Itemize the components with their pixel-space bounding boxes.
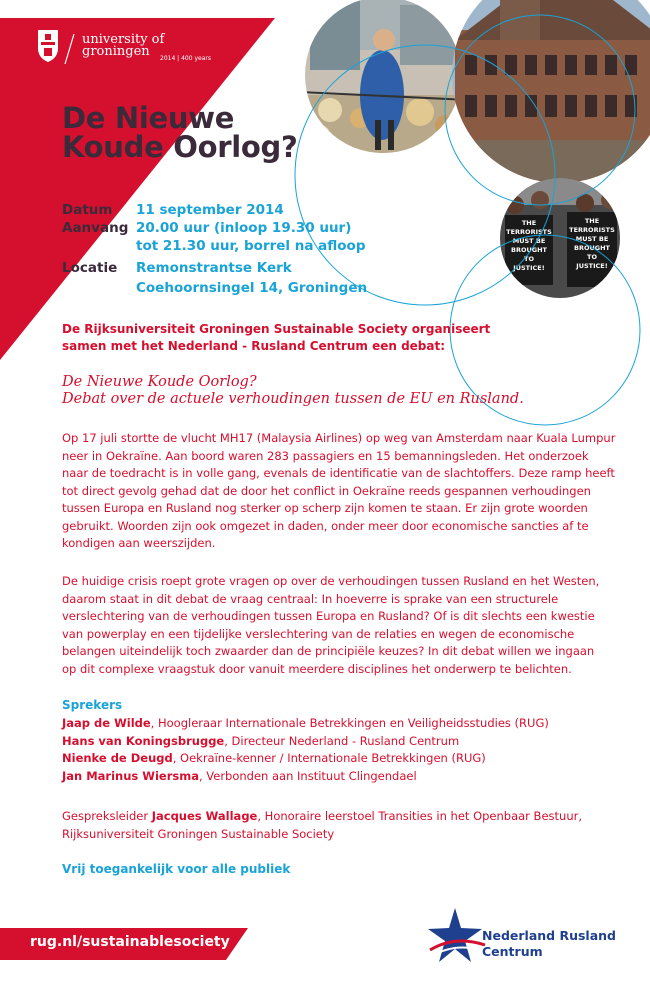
speaker-role: , Oekraïne-kenner / Internationale Betrekkingen (RUG) bbox=[172, 751, 486, 765]
photo-academy-building bbox=[440, 0, 650, 190]
locatie-value: Remonstrantse Kerk bbox=[136, 260, 292, 276]
paragraph-line: kondigen aan weerszijden. bbox=[62, 536, 216, 550]
debate-subtitle bbox=[62, 374, 524, 408]
aanvang-value-2: tot 21.30 uur, borrel na afloop bbox=[136, 238, 366, 254]
speakers-list bbox=[62, 715, 647, 785]
sign-right-line: BROUGHT bbox=[574, 244, 610, 252]
moderator-org: Rijksuniversiteit Groningen Sustainable Society bbox=[62, 826, 335, 841]
speaker-role: , Directeur Nederland - Rusland Centrum bbox=[224, 733, 460, 748]
moderator bbox=[62, 808, 647, 843]
speaker-item bbox=[62, 750, 647, 768]
locatie-value-2: Coehoornsingel 14, Groningen bbox=[136, 280, 368, 296]
speaker-item bbox=[62, 715, 647, 733]
moderator-role: , Honoraire leerstoel Transities in het Openbaar Bestuur, bbox=[257, 809, 582, 823]
sign-right-line: TO bbox=[587, 253, 597, 261]
info-aanvang-cont bbox=[62, 237, 366, 255]
intro-line: samen met het Nederland - Rusland Centrum een debat: bbox=[62, 339, 446, 353]
sign-left-line: TERRORISTS bbox=[506, 228, 552, 236]
paragraph-line: gebruikt. Woorden zijn ook omgezet in daden, onder meer door economische sancties af te bbox=[62, 518, 589, 533]
speaker-item bbox=[62, 733, 647, 751]
info-locatie-cont bbox=[62, 279, 367, 297]
paragraph-line: De huidige crisis roept grote vragen op over de verhoudingen tussen Rusland en het Westen, bbox=[62, 574, 600, 588]
title-line2: Koude Oorlog? bbox=[62, 130, 298, 164]
sign-left-line: TO bbox=[524, 255, 534, 263]
sign-right-line: THE bbox=[584, 217, 600, 225]
university-tagline: 2014 | 400 years bbox=[160, 55, 211, 62]
footer-url-link[interactable]: rug.nl/sustainablesociety bbox=[30, 934, 230, 950]
sign-left-line: THE bbox=[521, 219, 537, 227]
aanvang-label: Aanvang bbox=[62, 220, 129, 236]
sign-left-line: MUST BE bbox=[512, 237, 546, 245]
sign-right-line: TERRORISTS bbox=[569, 226, 615, 234]
subtitle-line: Debat over de actuele verhoudingen tussen de EU en Rusland. bbox=[62, 391, 524, 407]
university-logo[interactable] bbox=[82, 34, 164, 58]
page-title bbox=[62, 101, 298, 164]
intro-line: De Rijksuniversiteit Groningen Sustainable Society organiseert bbox=[62, 322, 491, 336]
speakers-heading: Sprekers bbox=[62, 698, 123, 712]
speaker-name: Jan Marinus Wiersma bbox=[62, 768, 199, 783]
speaker-item bbox=[62, 768, 647, 786]
title-line1: De Nieuwe bbox=[62, 101, 235, 135]
speaker-role: , Hoogleraar Internationale Betrekkingen en Veiligheidsstudies (RUG) bbox=[150, 716, 549, 730]
paragraph-line: daarom staat in dit debat de vraag centraal: In hoeverre is sprake van een structurele bbox=[62, 591, 559, 606]
paragraph-line: Op 17 juli stortte de vlucht MH17 (Malaysia Airlines) op weg van Amsterdam naar Kuala Lumpur bbox=[62, 431, 616, 445]
centrum-line2: Centrum bbox=[482, 944, 543, 959]
centrum-logo[interactable] bbox=[482, 928, 616, 960]
paragraph-line: op dit complexe vraagstuk door vanuit meerdere disciplines het onderwerp te belichten. bbox=[62, 661, 572, 676]
intro-text bbox=[62, 321, 490, 355]
photo-memorial bbox=[300, 0, 470, 165]
locatie-label: Locatie bbox=[62, 260, 118, 276]
centrum-line1: Nederland Rusland bbox=[482, 928, 616, 943]
paragraph-line: tot direct gevolg gehad dat de door het conflict in Oekraïne reeds gespannen verhoudingen bbox=[62, 483, 591, 498]
info-locatie bbox=[62, 259, 292, 277]
red-triangle bbox=[0, 18, 275, 360]
sign-left-line: JUSTICE! bbox=[513, 264, 545, 272]
paragraph-line: tussen Europa en Rusland nog sterker op scherp zijn komen te staan. Er zijn grote woorden bbox=[62, 501, 588, 515]
paragraph-2 bbox=[62, 573, 647, 678]
subtitle-line: De Nieuwe Koude Oorlog? bbox=[62, 374, 257, 390]
datum-value: 11 september 2014 bbox=[136, 202, 284, 218]
sign-right-line: JUSTICE! bbox=[576, 262, 608, 270]
speaker-name: Hans van Koningsbrugge bbox=[62, 733, 225, 748]
paragraph-line: verslechtering van de verhoudingen tussen Europa en Rusland? Of is dit slechts een kwestie bbox=[62, 609, 595, 623]
aanvang-value: 20.00 uur (inloop 19.30 uur) bbox=[136, 220, 352, 236]
paragraph-line: naar de toedracht is in volle gang, evenals de identificatie van de slachtoffers. Deze ramp heeft bbox=[62, 466, 615, 480]
datum-label: Datum bbox=[62, 202, 113, 218]
paragraph-line: van powerplay en een tijdelijke verslechtering van de relaties en wegen de economische bbox=[62, 626, 575, 641]
free-entry: Vrij toegankelijk voor alle publiek bbox=[62, 862, 291, 876]
paragraph-line: neer in Oekraïne. Aan boord waren 283 passagiers en 15 bemanningsleden. Het onderzoek bbox=[62, 448, 589, 463]
paragraph-1 bbox=[62, 430, 647, 553]
speaker-name: Jaap de Wilde bbox=[62, 716, 151, 730]
sign-right-line: MUST BE bbox=[575, 235, 609, 243]
paragraph-line: belangen uiteindelijk toch zwaarder dan de principiële keuzes? In dit debat willen we ingaan bbox=[62, 644, 595, 658]
speaker-role: , Verbonden aan Instituut Clingendael bbox=[198, 768, 417, 783]
centrum-star-icon bbox=[428, 908, 485, 962]
speaker-name: Nienke de Deugd bbox=[62, 751, 173, 765]
info-datum bbox=[62, 201, 284, 219]
moderator-prefix: Gespreksleider bbox=[62, 809, 152, 823]
sign-left-line: BROUGHT bbox=[511, 246, 547, 254]
university-line2: groningen bbox=[82, 44, 150, 59]
moderator-name: Jacques Wallage bbox=[151, 809, 258, 823]
info-aanvang bbox=[62, 219, 351, 237]
university-line1: university of bbox=[82, 32, 165, 47]
